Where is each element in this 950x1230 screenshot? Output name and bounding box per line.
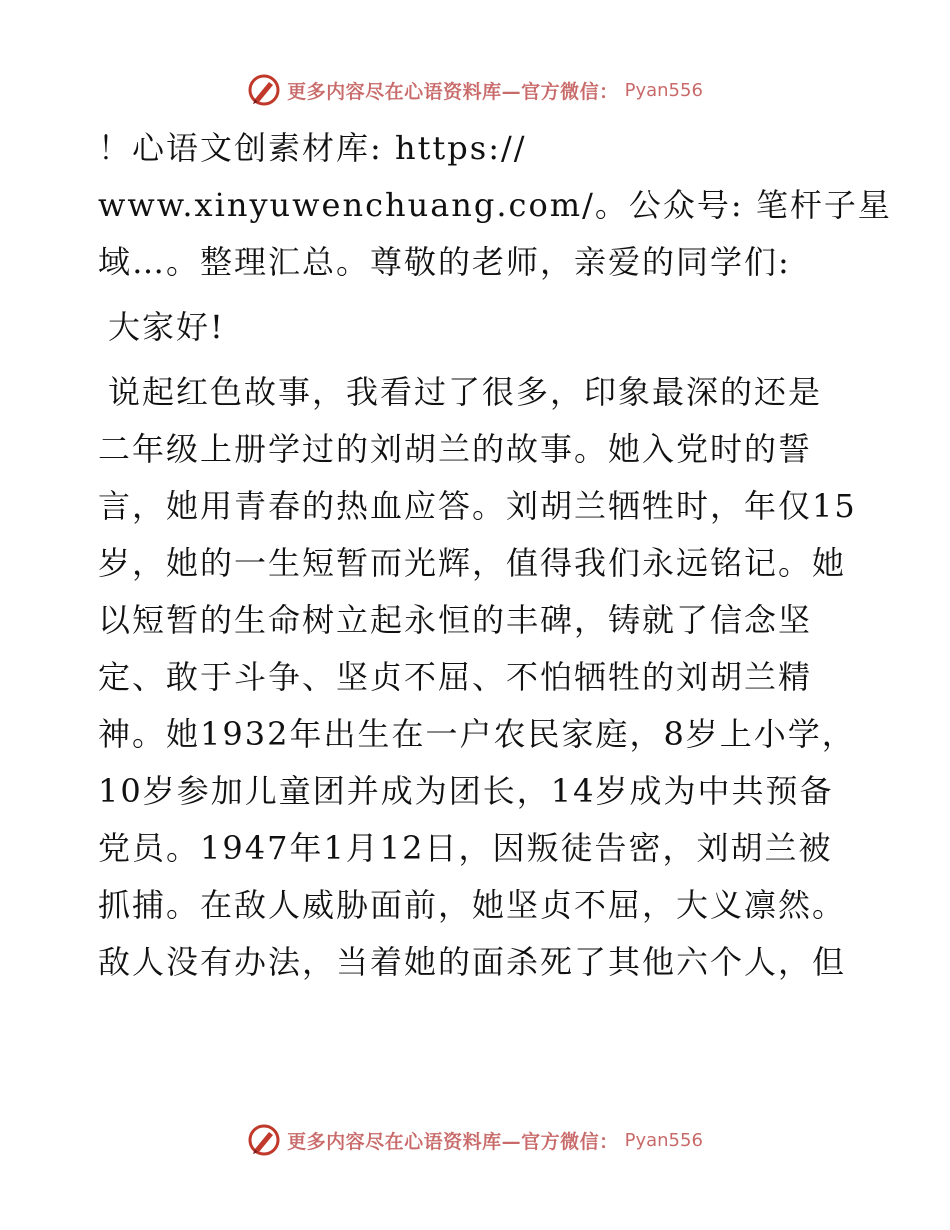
- header-banner: [0, 72, 950, 108]
- footer-banner-text: 更多内容尽在心语资料库—官方微信：: [287, 1130, 619, 1153]
- footer-banner-wechat: Pyan556: [624, 1129, 703, 1151]
- text-line: 敌人没有办法，当着她的面杀死了其他六个人，但: [98, 943, 847, 981]
- pen-logo-icon: [247, 1123, 281, 1157]
- text-line: 神。她1932年出生在一户农民家庭，8岁上小学，: [98, 715, 856, 753]
- text-line: 岁，她的一生短暂而光辉，值得我们永远铭记。她: [98, 544, 847, 582]
- pen-logo-icon: [247, 73, 281, 107]
- text-line: 域…。整理汇总。尊敬的老师，亲爱的同学们:: [98, 243, 791, 281]
- text-line: 二年级上册学过的刘胡兰的故事。她入党时的誓: [98, 430, 813, 468]
- greeting-line: 大家好!: [108, 308, 225, 346]
- text-line: 言，她用青春的热血应答。刘胡兰牺牲时，年仅15: [98, 487, 857, 525]
- text-line: 说起红色故事，我看过了很多，印象最深的还是: [108, 373, 823, 411]
- text-line: 定、敢于斗争、坚贞不屈、不怕牺牲的刘胡兰精: [98, 658, 813, 696]
- text-line: 抓捕。在敌人威胁面前，她坚贞不屈，大义凛然。: [98, 886, 847, 924]
- document-body: [98, 120, 892, 991]
- text-line: 党员。1947年1月12日，因叛徒告密，刘胡兰被: [98, 829, 833, 867]
- text-line: 以短暂的生命树立起永恒的丰碑，铸就了信念坚: [98, 601, 813, 639]
- footer-banner: [0, 1122, 950, 1158]
- text-line: ！心语文创素材库: https://: [98, 129, 527, 167]
- text-line: 10岁参加儿童团并成为团长，14岁成为中共预备: [98, 772, 834, 810]
- text-line: www.xinyuwenchuang.com/。公众号: 笔杆子星: [98, 186, 892, 224]
- header-banner-text: 更多内容尽在心语资料库—官方微信：: [287, 80, 619, 103]
- header-banner-wechat: Pyan556: [624, 79, 703, 101]
